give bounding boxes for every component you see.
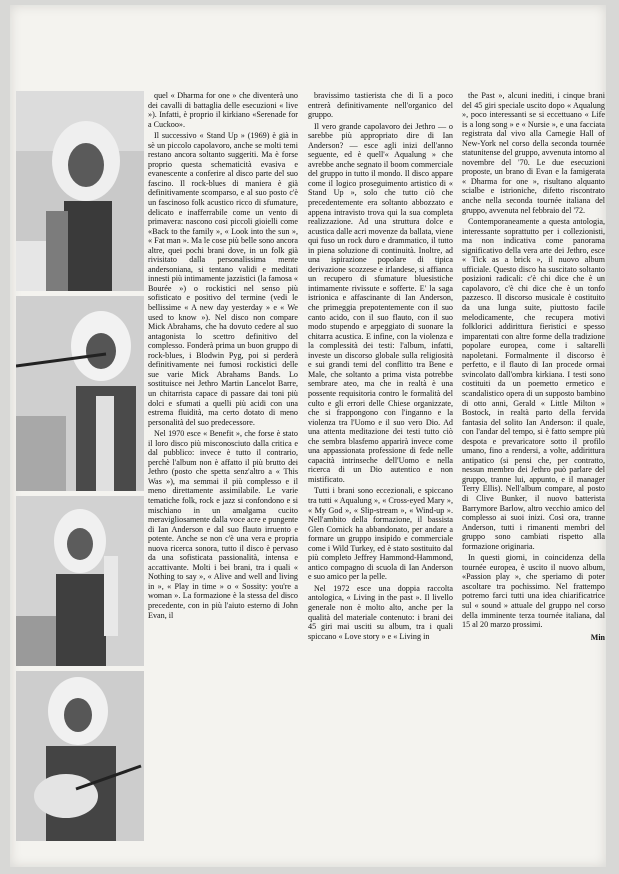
col2-paragraph-2: Il vero grande capolavoro dei Jethro — o sarebbe più appropriato dire di Ian Anderson? — esce agli inizi dell'anno seguente, ed è quell'« Aqualung » che avrebbe anche segnato il boom commerciale del gruppo in tutto il mondo. Il disco appare come il logico proseguimento artistico di « Stand Up », solo che tutto ciò che precedentemente era soltanto abbozzato e appena intravisto trova qui la sua completa realizzazione. Ad una struttura dolce e acustica dalle acri movenze da ballata, viene qui fuso un rock duro e drammatico, il tutto in piena soluzione di continuità. Inoltre, ad una ispirazione popolare di tipica derivazione scozzese e irlandese, si affianca un recupero di sfumature bluesistiche intimamente rivissute e sofferte. E' la saga istrionica e affascinante di Ian Anderson, che primeggia prepotentemente con il suo canto acido, con il suo flauto, con il suo modo stupendo e arpeggiato di suonare la chitarra acustica. E infine, con la violenza e la complessità dei testi: l'album, infatti, investe un discorso globale sulla religiosità e sui grandi temi del conflitto tra Bene e Male, che soltanto a prima vista potrebbe sembrare ateo, ma che in realtà è una possente requisitoria contro le formalità del culto e gli errori delle Chiese organizzate, che si frappongono con l'inganno e la violenza tra l'Uomo e il suo vero Dio. Ad una attenta meditazione dei testi tutto ciò che sembra blasfemo apparirà invece come una appassionata professione di fede nelle capacità intrinseche dell'Uomo e nella ricerca di un Dio autentico e non mistificato.	[308, 121, 453, 484]
col2-paragraph-3: Tutti i brani sono eccezionali, e spiccano tra tutti « Aqualung », « Cross-eyed Mary », « My God », « Slip-stream », « Wind-up ». Nell'ambito della formazione, il bassista Glen Cornick ha abbandonato, per andare a formare un gruppo insipido e commerciale come i Wild Turkey, ed è stato sostituito dal più completo Jeffrey Hammond-Hammond, antico compagno di scuola di Ian Anderson e suo amico per la pelle.	[308, 486, 453, 582]
photo-stage-performer	[16, 496, 144, 666]
photo-flute-player	[16, 296, 144, 491]
col1-paragraph-3: Nel 1970 esce « Benefit », che forse è stato il loro disco più misconosciuto dalla critica e dal pubblico: invece è tutto il contrario, perchè l'album non è affatto il più brutto dei Jethro (posto che spetta senz'altro a « This Was »), ma semmai il più complesso e il meno direttamente assimilabile. Le varie tematiche folk, rock e jazz si confondono e si mischiano in un amalgama cucito meravigliosamente dalla voce acre e pungente di Ian Anderson e dal suo flauto irruento e potente. Anche se non c'è una vera e propria nuova ricerca sonora, tutto il disco è pervaso da una sofisticata passionalità, intensa e accattivante. Molti i bei brani, tra i quali « Nothing to say », « Alive and well and living in », « Play in time » o « Sossity: you're a woman ». La formazione è la stessa del disco precedente, con in più l'aiuto esterno di John Evan, il	[148, 429, 299, 620]
col1-paragraph-1: quel « Dharma for one » che diventerà uno dei cavalli di battaglia delle esecuzioni « live »). Infatti, è proprio il kirkiano «Serenade for a Cuckoo».	[148, 91, 298, 129]
author-signature: Min	[590, 632, 605, 642]
article-column-1	[148, 91, 298, 620]
col3-paragraph-1: the Past », alcuni inediti, i cinque brani del 45 giri speciale uscito dopo « Aqualung », poco interessanti se si eccettuano « Life is a long song » e « Nursie », e una facciata registrata dal vivo alla Carnegie Hall of New-York nel corso della seconda tournée statunitense del gruppo, avvenuta intorno al novembre del '70. Le due esecuzioni proposte, un brano di Evan e la famigerata « Dharma for one », risultano alquanto scialbe e istrioniche, difetto riscontrato anche nella seconda tournée italiana del gruppo, avvenuta nel febbraio del '72.	[462, 91, 605, 215]
photo-strip	[16, 91, 144, 841]
magazine-page	[10, 5, 606, 867]
article-column-3	[462, 91, 605, 642]
col3-paragraph-3: In questi giorni, in coincidenza della tournée europea, è uscito il nuovo album, «Passion play », che speriamo di poter ascoltare tra pochissimo. Nel frattempo potremo farci tutti una idea chiarificatrice sul « sound » attuale del gruppo nel corso della imminente terza tournée italiana, dal 15 al 20 marzo prossimi.	[462, 553, 605, 630]
photo-guitar-player	[16, 671, 144, 841]
col2-paragraph-4: Nel 1972 esce una doppia raccolta antologica, « Living in the past ». Il livello generale non è molto alto, anche per la qualità del materiale contenuto: i brani dei 45 giri mai usciti su album, tra i quali spiccano « Love story » e « Living in	[308, 583, 453, 641]
col1-paragraph-2: Il successivo « Stand Up » (1969) è già in sè un piccolo capolavoro, anche se molti temi restano ancora soltanto suggeriti. Ma è forse proprio questa schematicità evasiva e evanescente a conferire al disco parte del suo fascino. Il rock-blues di maniera è già definitivamente scomparso, e al suo posto c'è un fascinoso folk acustico ricco di sfumature, delicato e inafferrabile come un vento di primavera: nascono così piccoli gioielli come «Back to the family », « Look into the sun », « Fat man ». Ma le cose più belle sono ancora altre, quei pochi brani dove, in un folk già rivisitato dalla personalissima mente andersoniana, si tentano validi e meditati innesti più intimamente jazzistici (la famosa « Bourée ») o rockistici nel senso più sofisticato e positivo del termine (vedi le bellissime « A new day yesterday » e « We used to know »). Nel disco non compare Mick Abrahams, che ha dovuto cedere al suo antagonista lo scettro definitivo del complesso. Fonderà prima un buon gruppo di rock-blues, i Blodwin Pyg, poi si perderà definitivamente nei fumosi rockistici delle sue varie Mick Abrahams Bands. Lo sostituisce nei Jethro Martin Lancelot Barre, un chitarrista capace di passare dai toni più dolci e sfumati a quelli più acidi con una estrema fluidità, ma certo dotato di meno personalità del suo predecessore.	[148, 131, 298, 427]
col2-paragraph-1: bravissimo tastierista che di lì a poco entrerà definitivamente nell'organico del gruppo.	[308, 91, 453, 120]
photo-ian-anderson-hair	[16, 91, 144, 291]
article-column-2	[308, 91, 453, 641]
col3-paragraph-2: Contemporaneamente a questa antologia, interessante soprattutto per i collezionisti, ma non indicativa come panorama significativo della vera arte dei Jethro, esce « Tick as a brick », il nuovo album ufficiale. Questo disco ha suscitato soltanto posizioni radicali: c'è chi dice che è un capolavoro, c'è chi dice che è un tonfo pazzesco. Il discorso musicale è costituito da una lunga suite, piuttosto facile melodicamente, che recupera motivi folklorici addirittura fieristici e spesso imparentati con altre forme della tradizione popolare europea, come i saltarelli napoletani. Formalmente il discorso è perfetto, e il flauto di Ian procede ormai svincolato dall'ombra kirkiana. I testi sono costituiti da un poemetto ermetico e scandalistico opera di un supposto bambino di otto anni, Gerald « Little Milton » Bostock, in realtà parto della fervida fantasia del solito Ian Anderson: il quale, con l'andar del tempo, si è fatto sempre più despota e prevaricatore sotto il profilo umano, fino a rendersi, a volte, addirittura antipatico (si pensi che, per contratto, nessun membro dei Jethro può parlare del gruppo, tranne lui, appunto, e il manager Terry Ellis). Nell'album compare, al posto di Clive Bunker, il nuovo batterista Barrymore Barlow, altro vecchio amico del complesso ai suoi inizi. Così ora, tranne Anderson, tutti i rimanenti membri del gruppo sono cambiati rispetto alla formazione originaria.	[462, 217, 605, 551]
